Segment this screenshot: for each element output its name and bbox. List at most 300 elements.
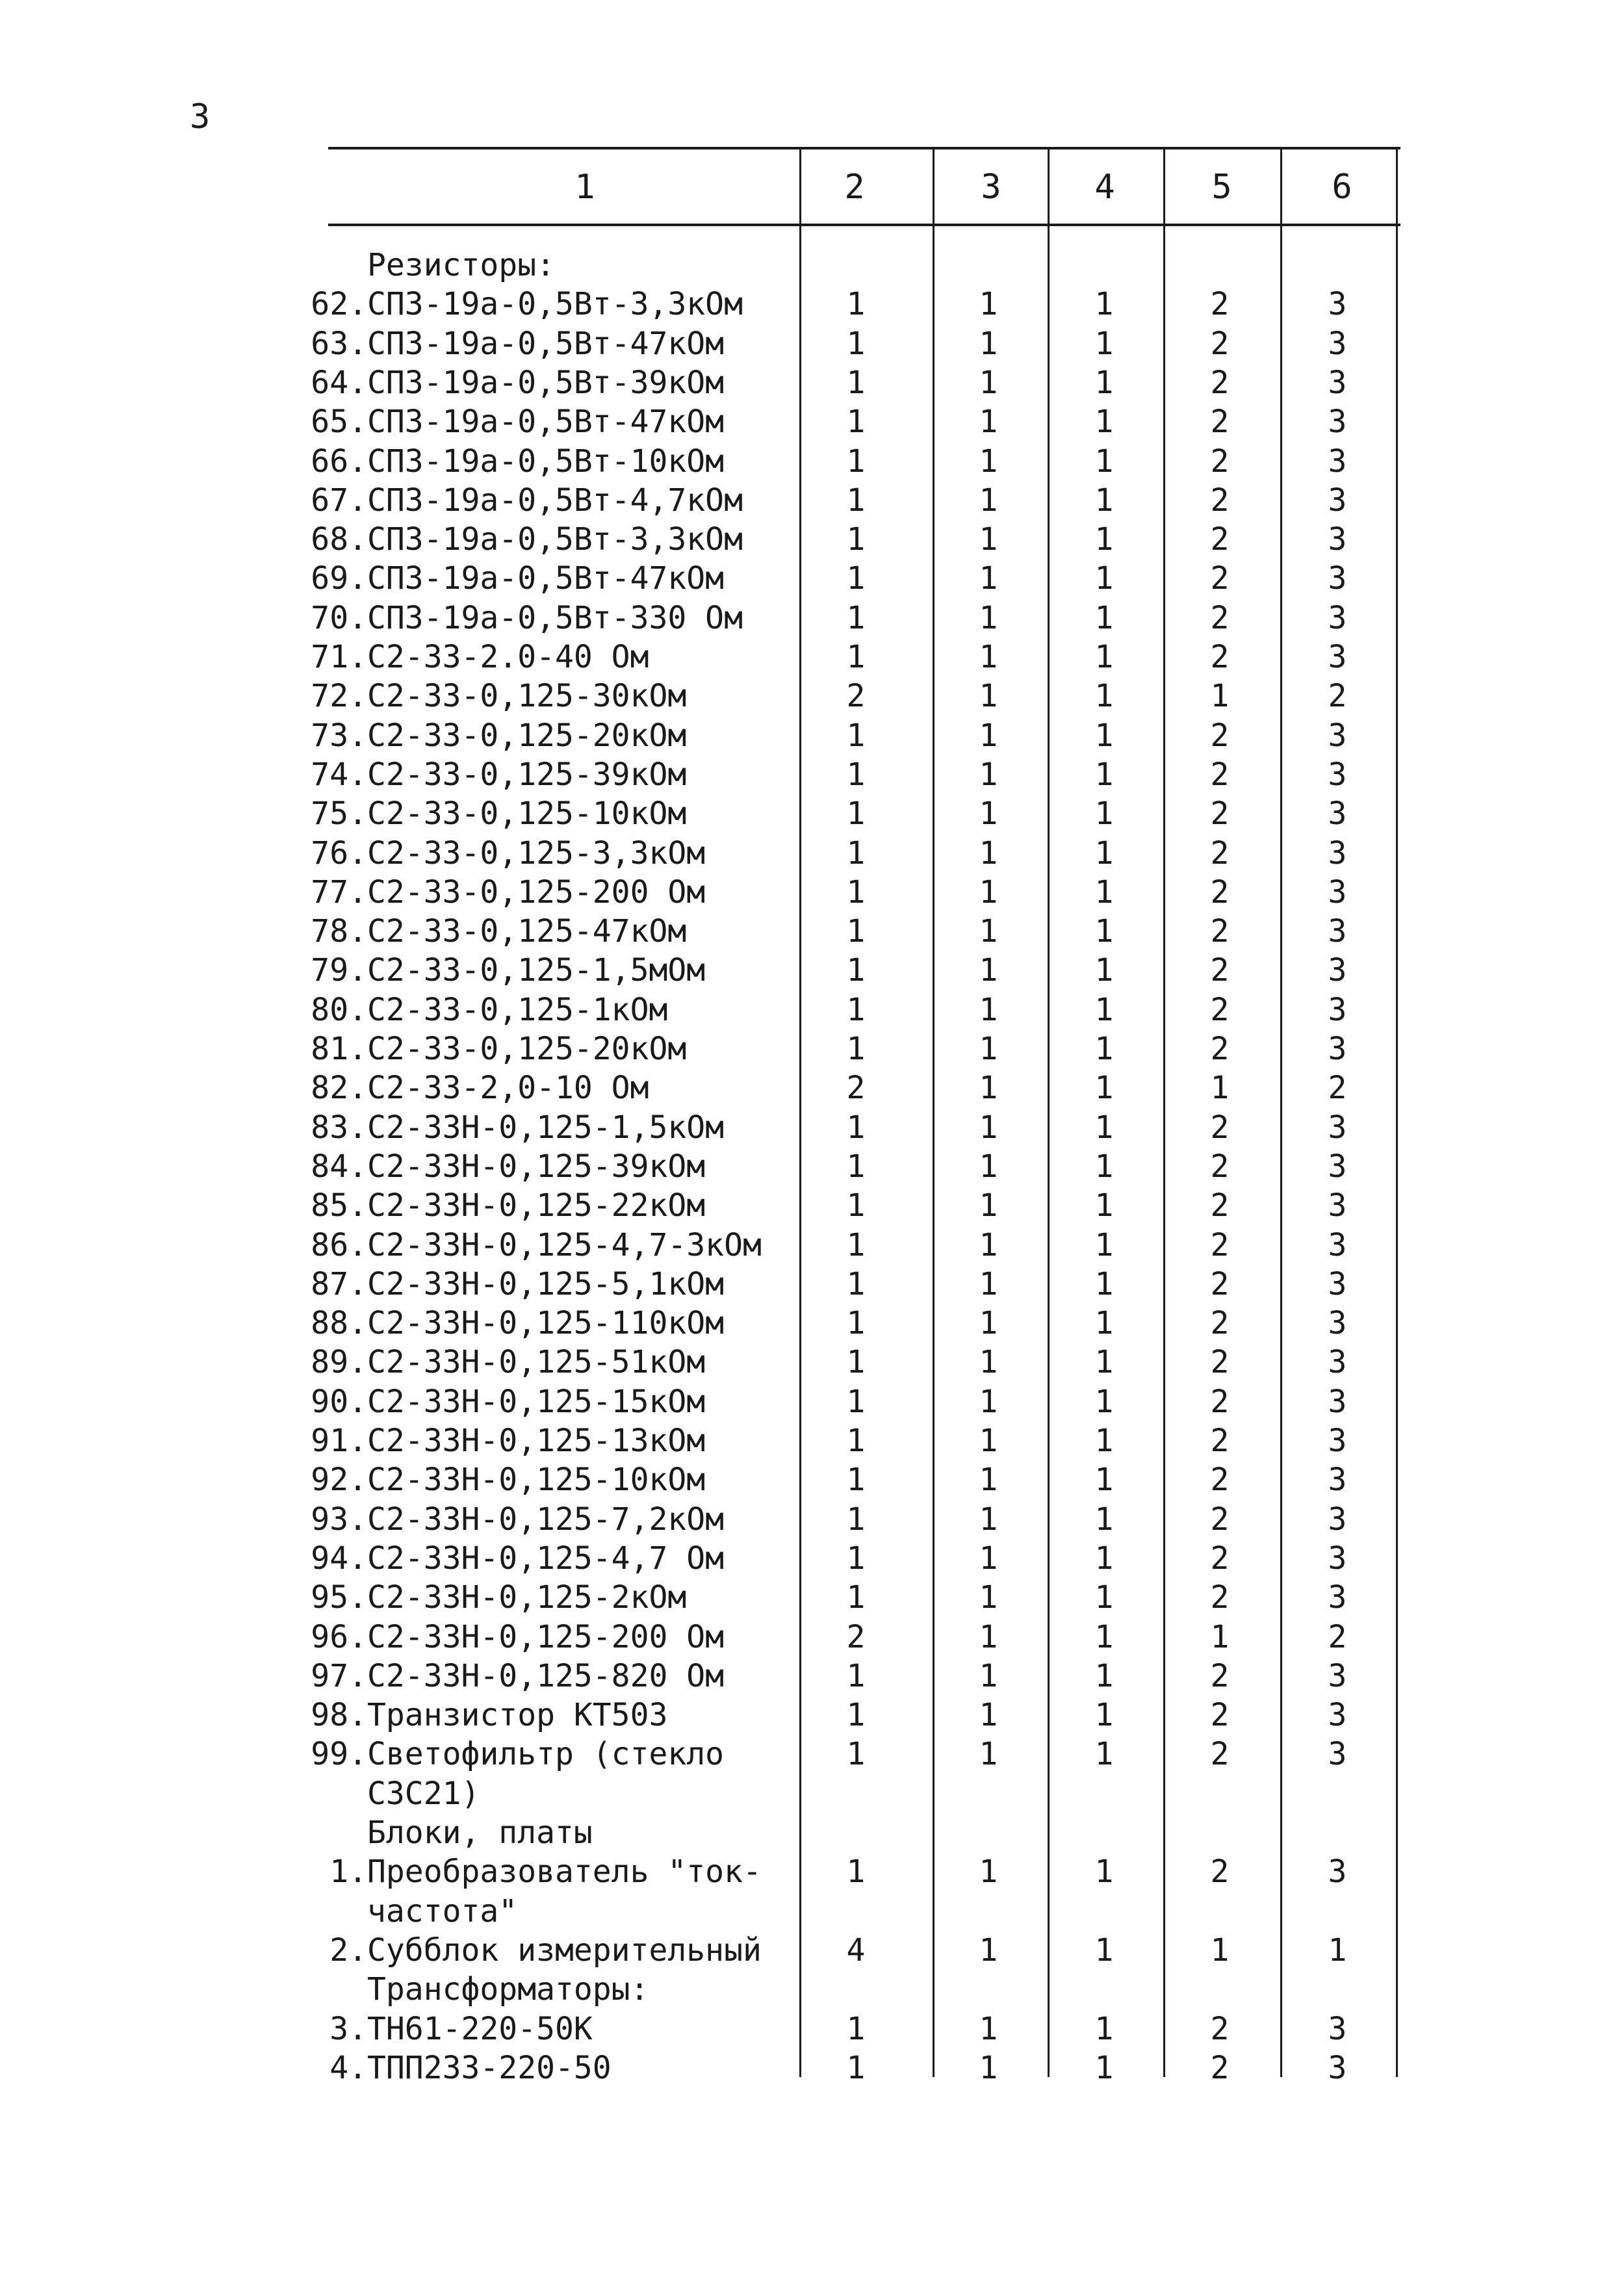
row-number: 82. [311,1070,367,1107]
cell-col-4: 1 [1094,1618,1114,1655]
row-number: 76. [311,834,367,872]
cell-col-2: 1 [846,1148,866,1185]
cell-col-2: 1 [846,1462,866,1499]
cell-col-2: 1 [846,913,866,950]
cell-col-5: 2 [1210,991,1230,1028]
row-name: ТПП233-220-50 [367,2049,612,2086]
table-row [0,716,1624,755]
cell-col-3: 1 [979,1305,998,1342]
cell-col-3: 1 [979,952,998,989]
cell-col-2: 1 [846,717,866,754]
cell-col-3: 1 [979,834,998,872]
cell-col-6: 3 [1328,1031,1347,1067]
cell-col-5: 2 [1210,717,1230,754]
cell-col-6: 3 [1328,521,1347,558]
cell-col-2: 1 [846,1344,866,1381]
cell-col-5: 2 [1210,1148,1230,1185]
row-number: 85. [311,1187,367,1224]
cell-col-6: 3 [1328,639,1347,675]
cell-col-5: 2 [1210,1462,1230,1499]
table-row [0,912,1624,951]
cell-col-4: 1 [1094,1344,1114,1381]
cell-col-5: 2 [1210,1344,1230,1381]
cell-col-2: 4 [846,1932,866,1969]
cell-col-5: 2 [1210,404,1230,441]
cell-col-5: 2 [1210,1540,1230,1577]
table-row [0,520,1624,559]
table-row [0,638,1624,677]
cell-col-2: 1 [846,1697,866,1734]
cell-col-3: 1 [979,1383,998,1420]
cell-col-4: 1 [1094,482,1114,519]
table-row [0,1186,1624,1225]
cell-col-4: 1 [1094,1932,1114,1969]
row-number: 95. [311,1579,367,1616]
cell-col-5: 2 [1210,1226,1230,1263]
header-col-5: 5 [1211,168,1232,207]
cell-col-5: 2 [1210,756,1230,793]
cell-col-4: 1 [1094,1031,1114,1067]
cell-col-2: 1 [846,364,866,401]
cell-col-6: 2 [1328,1618,1347,1655]
table-row [0,285,1624,324]
row-number: 77. [311,873,367,911]
row-name: С2-33-2.0-40 Ом [367,639,649,675]
header-col-4: 4 [1094,168,1115,207]
cell-col-5: 2 [1210,1265,1230,1302]
row-number: 87. [311,1265,367,1302]
cell-col-6: 3 [1328,1187,1347,1224]
row-name: С2-33-0,125-10кОм [367,795,687,833]
cell-col-2: 1 [846,1226,866,1263]
cell-col-2: 1 [846,599,866,636]
row-number: 92. [311,1462,367,1499]
cell-col-3: 1 [979,1736,998,1773]
cell-col-3: 1 [979,2010,998,2047]
cell-col-3: 1 [979,1540,998,1577]
cell-col-6: 3 [1328,952,1347,989]
row-number: 63. [311,325,367,362]
cell-col-5: 2 [1210,1736,1230,1773]
row-name: С2-33Н-0,125-4,7-3кОм [367,1226,762,1263]
table-row [0,1108,1624,1147]
cell-col-2: 1 [846,1265,866,1302]
row-number: 79. [311,952,367,989]
row-number: 94. [311,1540,367,1577]
cell-col-5: 2 [1210,1031,1230,1067]
cell-col-3: 1 [979,325,998,362]
table-row [0,1774,1624,1813]
cell-col-6: 2 [1328,1070,1347,1107]
row-number: 90. [311,1383,367,1420]
cell-col-4: 1 [1094,678,1114,715]
cell-col-5: 2 [1210,873,1230,911]
cell-col-3: 1 [979,1579,998,1616]
cell-col-5: 2 [1210,364,1230,401]
row-name: СП3-19а-0,5Вт-3,3кОм [367,521,743,558]
row-name: С2-33Н-0,125-5,1кОм [367,1265,725,1302]
cell-col-2: 1 [846,1579,866,1616]
row-name: СП3-19а-0,5Вт-47кОм [367,404,725,441]
cell-col-4: 1 [1094,1226,1114,1263]
cell-col-3: 1 [979,1031,998,1067]
cell-col-3: 1 [979,1344,998,1381]
cell-col-5: 2 [1210,1423,1230,1459]
cell-col-6: 3 [1328,873,1347,911]
cell-col-2: 1 [846,1854,866,1891]
row-name: СЗС21) [367,1775,480,1812]
cell-col-4: 1 [1094,364,1114,401]
row-name: СП3-19а-0,5Вт-4,7кОм [367,482,743,519]
cell-col-3: 1 [979,1109,998,1146]
cell-col-2: 1 [846,482,866,519]
row-name: С2-33Н-0,125-39кОм [367,1148,706,1185]
cell-col-4: 1 [1094,1736,1114,1773]
cell-col-2: 1 [846,1657,866,1694]
cell-col-3: 1 [979,364,998,401]
cell-col-3: 1 [979,639,998,675]
cell-col-5: 2 [1210,1501,1230,1538]
cell-col-3: 1 [979,1462,998,1499]
cell-col-6: 3 [1328,2049,1347,2086]
cell-col-4: 1 [1094,1109,1114,1146]
cell-col-3: 1 [979,1657,998,1694]
cell-col-3: 1 [979,873,998,911]
cell-col-4: 1 [1094,1579,1114,1616]
cell-col-4: 1 [1094,325,1114,362]
table-row [0,1539,1624,1578]
cell-col-6: 3 [1328,1540,1347,1577]
cell-col-4: 1 [1094,1070,1114,1107]
cell-col-3: 1 [979,404,998,441]
row-name: С2-33-0,125-1кОм [367,991,668,1028]
cell-col-6: 1 [1328,1932,1347,1969]
row-number: 2. [329,1932,367,1969]
cell-col-3: 1 [979,2049,998,2086]
cell-col-5: 2 [1210,560,1230,597]
row-name: Блоки, платы [367,1815,593,1851]
cell-col-4: 1 [1094,1697,1114,1734]
row-number: 71. [311,639,367,675]
cell-col-4: 1 [1094,873,1114,911]
cell-col-3: 1 [979,560,998,597]
cell-col-4: 1 [1094,1305,1114,1342]
cell-col-6: 3 [1328,1657,1347,1694]
row-name: С2-33-2,0-10 Ом [367,1070,649,1107]
row-number: 72. [311,678,367,715]
row-name: СП3-19а-0,5Вт-47кОм [367,325,725,362]
cell-col-5: 2 [1210,1305,1230,1342]
table-row [0,873,1624,912]
cell-col-4: 1 [1094,599,1114,636]
cell-col-5: 2 [1210,2049,1230,2086]
cell-col-4: 1 [1094,2049,1114,2086]
cell-col-6: 3 [1328,560,1347,597]
table-row [0,1304,1624,1343]
table-row [0,1735,1624,1774]
cell-col-3: 1 [979,678,998,715]
cell-col-2: 1 [846,404,866,441]
table-header-rule [328,224,1400,226]
cell-col-6: 3 [1328,364,1347,401]
cell-col-3: 1 [979,286,998,323]
cell-col-6: 3 [1328,1579,1347,1616]
cell-col-3: 1 [979,1187,998,1224]
cell-col-4: 1 [1094,1657,1114,1694]
cell-col-4: 1 [1094,795,1114,833]
row-number: 84. [311,1148,367,1185]
cell-col-5: 2 [1210,2010,1230,2047]
header-col-3: 3 [981,168,1001,207]
cell-col-2: 1 [846,1305,866,1342]
row-number: 89. [311,1344,367,1381]
cell-col-2: 1 [846,1423,866,1459]
row-name: С2-33-0,125-20кОм [367,717,687,754]
cell-col-3: 1 [979,1618,998,1655]
row-name: С2-33Н-0,125-10кОм [367,1462,706,1499]
row-number: 3. [329,2010,367,2047]
table-row [0,1852,1624,1891]
row-number: 99. [311,1736,367,1773]
cell-col-3: 1 [979,913,998,950]
table-row [0,246,1624,285]
row-name: С2-33Н-0,125-13кОм [367,1423,706,1459]
cell-col-6: 3 [1328,325,1347,362]
row-name: С2-33Н-0,125-1,5кОм [367,1109,725,1146]
row-number: 62. [311,286,367,323]
row-name: С2-33-0,125-47кОм [367,913,687,950]
cell-col-6: 3 [1328,795,1347,833]
row-number: 81. [311,1031,367,1067]
row-name: частота" [367,1893,518,1930]
table-row [0,1813,1624,1852]
row-name: С2-33Н-0,125-51кОм [367,1344,706,1381]
cell-col-4: 1 [1094,1462,1114,1499]
cell-col-4: 1 [1094,639,1114,675]
row-number: 65. [311,404,367,441]
cell-col-4: 1 [1094,913,1114,950]
row-name: С2-33Н-0,125-7,2кОм [367,1501,725,1538]
cell-col-6: 3 [1328,1736,1347,1773]
cell-col-6: 3 [1328,1383,1347,1420]
table-row [0,951,1624,990]
cell-col-4: 1 [1094,834,1114,872]
table-top-rule [328,147,1400,149]
cell-col-6: 3 [1328,834,1347,872]
cell-col-5: 2 [1210,1854,1230,1891]
table-row [0,1657,1624,1696]
row-name: Резисторы: [367,247,555,283]
cell-col-3: 1 [979,1697,998,1734]
cell-col-5: 2 [1210,286,1230,323]
cell-col-2: 1 [846,1736,866,1773]
cell-col-5: 1 [1210,678,1230,715]
table-row [0,1147,1624,1186]
cell-col-2: 1 [846,834,866,872]
row-name: СП3-19а-0,5Вт-330 Ом [367,599,743,636]
table-row [0,755,1624,794]
row-number: 86. [311,1226,367,1263]
cell-col-4: 1 [1094,1187,1114,1224]
row-name: С2-33-0,125-20кОм [367,1031,687,1067]
table-row [0,1892,1624,1931]
table-row [0,324,1624,363]
row-name: С2-33Н-0,125-820 Ом [367,1657,725,1694]
table-row [0,599,1624,638]
cell-col-2: 1 [846,1031,866,1067]
cell-col-3: 1 [979,443,998,480]
cell-col-2: 1 [846,2049,866,2086]
cell-col-3: 1 [979,1070,998,1107]
cell-col-5: 2 [1210,1697,1230,1734]
row-name: Транзистор КТ503 [367,1697,668,1734]
table-row [0,402,1624,441]
row-number: 74. [311,756,367,793]
cell-col-2: 1 [846,795,866,833]
row-number: 67. [311,482,367,519]
table-row [0,1970,1624,2009]
row-number: 64. [311,364,367,401]
row-name: С2-33Н-0,125-110кОм [367,1305,725,1342]
cell-col-5: 2 [1210,599,1230,636]
cell-col-5: 2 [1210,1187,1230,1224]
row-name: С2-33-0,125-3,3кОм [367,834,706,872]
cell-col-5: 1 [1210,1932,1230,1969]
row-name: Преобразователь "ток- [367,1854,762,1891]
table-row [0,1460,1624,1499]
cell-col-5: 2 [1210,1109,1230,1146]
cell-col-6: 3 [1328,286,1347,323]
row-name: Субблок измерительный [367,1932,762,1969]
row-name: С2-33Н-0,125-2кОм [367,1579,687,1616]
cell-col-4: 1 [1094,756,1114,793]
cell-col-2: 1 [846,560,866,597]
cell-col-5: 2 [1210,795,1230,833]
cell-col-2: 1 [846,1109,866,1146]
cell-col-5: 1 [1210,1070,1230,1107]
table-row [0,2009,1624,2048]
table-row [0,1421,1624,1460]
row-number: 93. [311,1501,367,1538]
cell-col-6: 3 [1328,1305,1347,1342]
header-col-1: 1 [574,168,595,207]
table-row [0,559,1624,598]
cell-col-3: 1 [979,482,998,519]
table-row [0,990,1624,1029]
cell-col-2: 1 [846,2010,866,2047]
row-number: 1. [329,1854,367,1891]
cell-col-6: 3 [1328,717,1347,754]
row-name: С2-33-0,125-200 Ом [367,873,706,911]
cell-col-2: 2 [846,678,866,715]
cell-col-4: 1 [1094,1265,1114,1302]
table-row [0,1343,1624,1382]
cell-col-2: 1 [846,443,866,480]
row-number: 69. [311,560,367,597]
cell-col-6: 3 [1328,1344,1347,1381]
cell-col-4: 1 [1094,1854,1114,1891]
cell-col-6: 3 [1328,756,1347,793]
cell-col-3: 1 [979,991,998,1028]
row-name: С2-33Н-0,125-15кОм [367,1383,706,1420]
row-number: 91. [311,1423,367,1459]
table-row [0,1068,1624,1107]
cell-col-4: 1 [1094,991,1114,1028]
cell-col-3: 1 [979,1501,998,1538]
cell-col-4: 1 [1094,717,1114,754]
cell-col-3: 1 [979,1265,998,1302]
cell-col-4: 1 [1094,560,1114,597]
cell-col-6: 3 [1328,2010,1347,2047]
page-number: 3 [190,97,211,136]
row-number: 75. [311,795,367,833]
cell-col-3: 1 [979,521,998,558]
cell-col-5: 2 [1210,325,1230,362]
table-row [0,1931,1624,1970]
table-row [0,1029,1624,1068]
table-row [0,1618,1624,1657]
cell-col-2: 1 [846,1187,866,1224]
table-row [0,1500,1624,1539]
cell-col-3: 1 [979,1423,998,1459]
cell-col-5: 2 [1210,913,1230,950]
row-number: 73. [311,717,367,754]
cell-col-6: 3 [1328,1697,1347,1734]
cell-col-2: 1 [846,325,866,362]
table-row [0,834,1624,873]
row-name: СП3-19а-0,5Вт-10кОм [367,443,725,480]
row-name: СП3-19а-0,5Вт-39кОм [367,364,725,401]
cell-col-4: 1 [1094,1540,1114,1577]
cell-col-5: 2 [1210,521,1230,558]
cell-col-2: 1 [846,756,866,793]
cell-col-2: 1 [846,521,866,558]
cell-col-6: 3 [1328,1226,1347,1263]
cell-col-4: 1 [1094,2010,1114,2047]
cell-col-6: 3 [1328,1501,1347,1538]
cell-col-4: 1 [1094,443,1114,480]
cell-col-4: 1 [1094,952,1114,989]
cell-col-4: 1 [1094,1148,1114,1185]
table-row [0,2048,1624,2087]
cell-col-3: 1 [979,756,998,793]
cell-col-6: 3 [1328,599,1347,636]
row-name: С2-33Н-0,125-200 Ом [367,1618,725,1655]
row-number: 70. [311,599,367,636]
row-number: 98. [311,1697,367,1734]
cell-col-5: 2 [1210,834,1230,872]
cell-col-5: 2 [1210,952,1230,989]
cell-col-6: 3 [1328,443,1347,480]
row-number: 80. [311,991,367,1028]
row-number: 83. [311,1109,367,1146]
cell-col-6: 3 [1328,1854,1347,1891]
cell-col-4: 1 [1094,1423,1114,1459]
table-row [0,794,1624,833]
cell-col-5: 1 [1210,1618,1230,1655]
cell-col-6: 3 [1328,913,1347,950]
cell-col-2: 1 [846,1383,866,1420]
row-name: С2-33-0,125-30кОм [367,678,687,715]
cell-col-5: 2 [1210,639,1230,675]
cell-col-4: 1 [1094,286,1114,323]
cell-col-6: 3 [1328,1462,1347,1499]
table-row [0,1226,1624,1265]
cell-col-6: 3 [1328,991,1347,1028]
cell-col-4: 1 [1094,404,1114,441]
cell-col-6: 3 [1328,1423,1347,1459]
cell-col-6: 3 [1328,404,1347,441]
